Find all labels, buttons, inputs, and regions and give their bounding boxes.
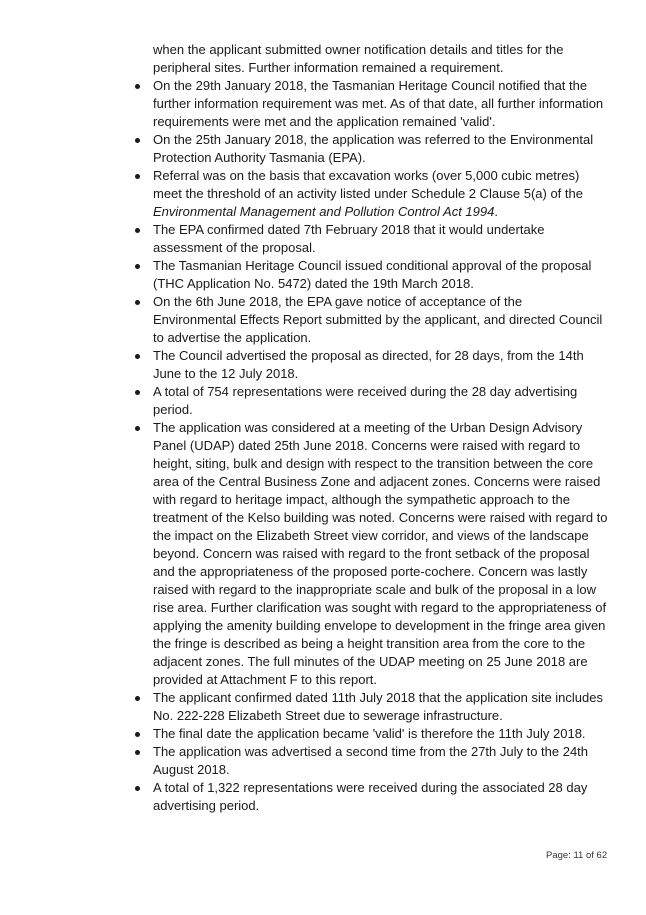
- list-item: [153, 221, 608, 257]
- list-item: [153, 257, 608, 293]
- list-item: [153, 689, 608, 725]
- bullet-icon: [135, 84, 140, 89]
- list-item: [153, 419, 608, 689]
- act-title: Environmental Management and Pollution Control Act 1994: [153, 204, 495, 219]
- bullet-icon: [135, 354, 140, 359]
- bullet-icon: [135, 228, 140, 233]
- list-item-text: On the 6th June 2018, the EPA gave notice of acceptance of the Environmental Effects Report submitted by the applicant, and directed Council to advertise the application.: [153, 294, 603, 345]
- list-item-text: The Council advertised the proposal as directed, for 28 days, from the 14th June to the 12 July 2018.: [153, 348, 584, 381]
- list-item-text: On the 29th January 2018, the Tasmanian Heritage Council notified that the further information requirement was met. As of that date, all further information requirements were met and the application remained 'valid'.: [153, 78, 604, 129]
- list-item-text: The applicant confirmed dated 11th July 2018 that the application site includes No. 222-228 Elizabeth Street due to sewerage infrastructure.: [153, 690, 603, 723]
- list-item-text: The application was considered at a meeting of the Urban Design Advisory Panel (UDAP) dated 25th June 2018. Concerns were raised with regard to height, siting, bulk and design with respect to the transition between the core area of the Central Business Zone and adjacent zones. Concerns were raised with regard to heritage impact, although the sympathetic approach to the treatment of the Kelso building was noted. Concerns were raised with regard to the impact on the Elizabeth Street view corridor, and views of the landscape beyond. Concern was raised with regard to the front setback of the proposal and the appropriateness of the proposed porte-cochere. Concern was lastly raised with regard to the inappropriate scale and bulk of the proposal in a low rise area. Further clarification was sought with regard to the appropriateness of applying the amenity building envelope to development in the fringe area given the fringe is described as being a height transition area from the core to the adjacent zones. The full minutes of the UDAP meeting on 25 June 2018 are provided at Attachment F to this report.: [153, 420, 608, 687]
- list-item: [153, 779, 608, 815]
- bullet-icon: [135, 696, 140, 701]
- page-content: [153, 41, 608, 815]
- list-item: [153, 77, 608, 131]
- list-item: [153, 743, 608, 779]
- list-item: [153, 293, 608, 347]
- list-item: [153, 167, 608, 221]
- bullet-icon: [135, 786, 140, 791]
- bullet-icon: [135, 264, 140, 269]
- list-item-text: The Tasmanian Heritage Council issued conditional approval of the proposal (THC Application No. 5472) dated the 19th March 2018.: [153, 258, 592, 291]
- bullet-icon: [135, 138, 140, 143]
- bullet-icon: [135, 750, 140, 755]
- bullet-icon: [135, 426, 140, 431]
- page-number: Page: 11 of 62: [546, 850, 608, 861]
- list-item-text: The application was advertised a second time from the 27th July to the 24th August 2018.: [153, 744, 589, 777]
- list-item-text: A total of 754 representations were received during the 28 day advertising period.: [153, 384, 578, 417]
- bullet-list: [153, 77, 608, 815]
- continuation-paragraph: when the applicant submitted owner notification details and titles for the peripheral sites. Further information remained a requirement.: [153, 42, 564, 75]
- list-item-text: On the 25th January 2018, the application was referred to the Environmental Protection Authority Tasmania (EPA).: [153, 132, 594, 165]
- list-item: [153, 725, 608, 743]
- list-item: [153, 131, 608, 167]
- bullet-icon: [135, 174, 140, 179]
- list-item-text: The final date the application became 'valid' is therefore the 11th July 2018.: [153, 726, 586, 741]
- bullet-icon: [135, 732, 140, 737]
- list-item: [153, 347, 608, 383]
- list-item-text-end: .: [494, 204, 498, 219]
- bullet-icon: [135, 300, 140, 305]
- bullet-icon: [135, 390, 140, 395]
- list-item-text: The EPA confirmed dated 7th February 2018 that it would undertake assessment of the proposal.: [153, 222, 545, 255]
- list-item: [153, 383, 608, 419]
- list-item-text: Referral was on the basis that excavation works (over 5,000 cubic metres) meet the threshold of an activity listed under Schedule 2 Clause 5(a) of the: [153, 168, 583, 201]
- list-item-text: A total of 1,322 representations were received during the associated 28 day advertising period.: [153, 780, 588, 813]
